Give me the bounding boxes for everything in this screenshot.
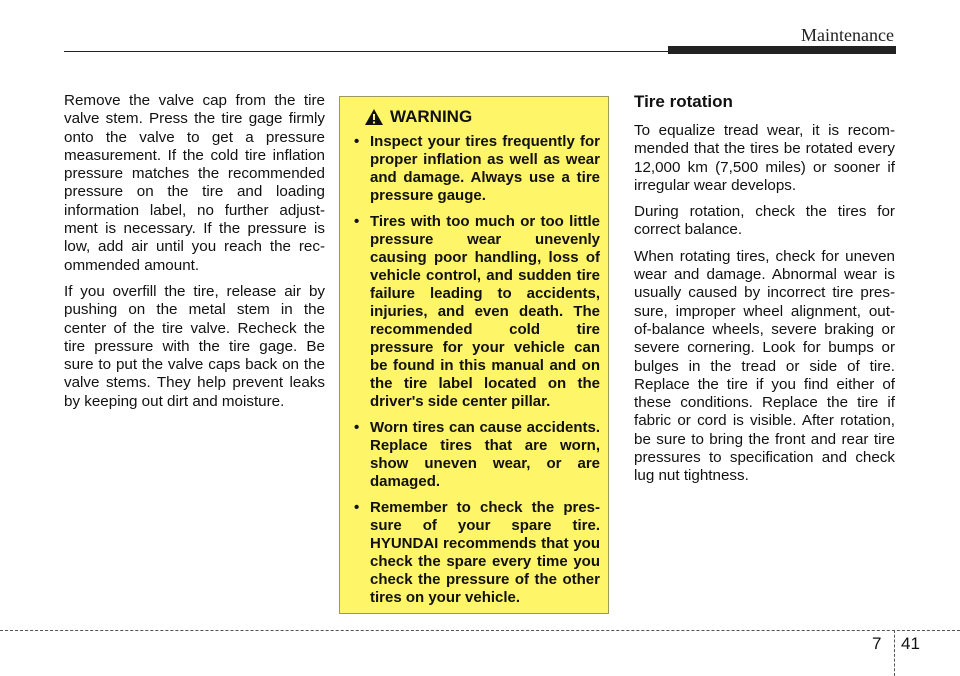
warning-header: [364, 107, 600, 127]
header-rule-accent: [668, 46, 896, 54]
header-rule: [64, 51, 670, 52]
page-number: 41: [901, 634, 920, 653]
warning-list: [354, 133, 600, 607]
warning-item: • Inspect your tires frequently for proper inflation as well as wear and damage. Always use a tire pressure gauge.: [354, 133, 600, 205]
paragraph: During rotation, check the tires for correct balance.: [634, 203, 895, 239]
warning-title: WARNING: [390, 107, 473, 126]
warning-item: • Tires with too much or too little pressure wear unevenly causing poor handling, loss of vehicle control, and sudden tire failure leading to accidents, injuries, and even death. The recommended cold tire pressure for your vehicle can be found in this manual and on the tire label located on the driver's side center pillar.: [354, 213, 600, 411]
left-column: [64, 92, 325, 419]
warning-box: [339, 96, 609, 614]
paragraph: Remove the valve cap from the tire valve stem. Press the tire gage firmly onto the valve to get a pressure measurement. If the cold tire inflation pressure matches the recommended pressure on the tire and loading information label, no further adjustment is necessary. If the pressure is low, add air until you reach the recommended amount.: [64, 92, 325, 274]
warning-item: • Remember to check the pressure of your spare tire. HYUNDAI recommends that you check the spare every time you check the pressure of the other tires on your vehicle.: [354, 499, 600, 607]
paragraph: To equalize tread wear, it is recommended that the tires be rotated every 12,000 km (7,500 miles) or sooner if irregular wear develops.: [634, 122, 895, 194]
warning-triangle-icon: [364, 108, 384, 126]
chapter-number: 7: [872, 634, 882, 653]
section-title: Maintenance: [801, 25, 894, 45]
paragraph: If you overfill the tire, release air by pushing on the metal stem in the center of the tire valve. Recheck the tire pressure with the tire gage. Be sure to put the valve caps back on the valve stems. They help prevent leaks by keeping out dirt and moisture.: [64, 282, 325, 410]
page-number-separator: [894, 630, 895, 676]
warning-item: • Worn tires can cause accidents. Replace tires that are worn, show uneven wear, or are damaged.: [354, 419, 600, 491]
section-heading: Tire rotation: [634, 92, 733, 111]
right-column: [634, 92, 895, 494]
footer-rule: [0, 630, 960, 631]
paragraph: When rotating tires, check for uneven wear and damage. Abnormal wear is usually caused by incorrect tire pressure, improper wheel alignment, out-of-balance wheels, severe braking or severe cornering. Look for bumps or bulges in the tread or side of tire. Replace the tire if you find either of these conditions. Replace the tire if fabric or cord is visible. After rotation, be sure to bring the front and rear tire pressures to specification and check lug nut tightness.: [634, 247, 895, 485]
